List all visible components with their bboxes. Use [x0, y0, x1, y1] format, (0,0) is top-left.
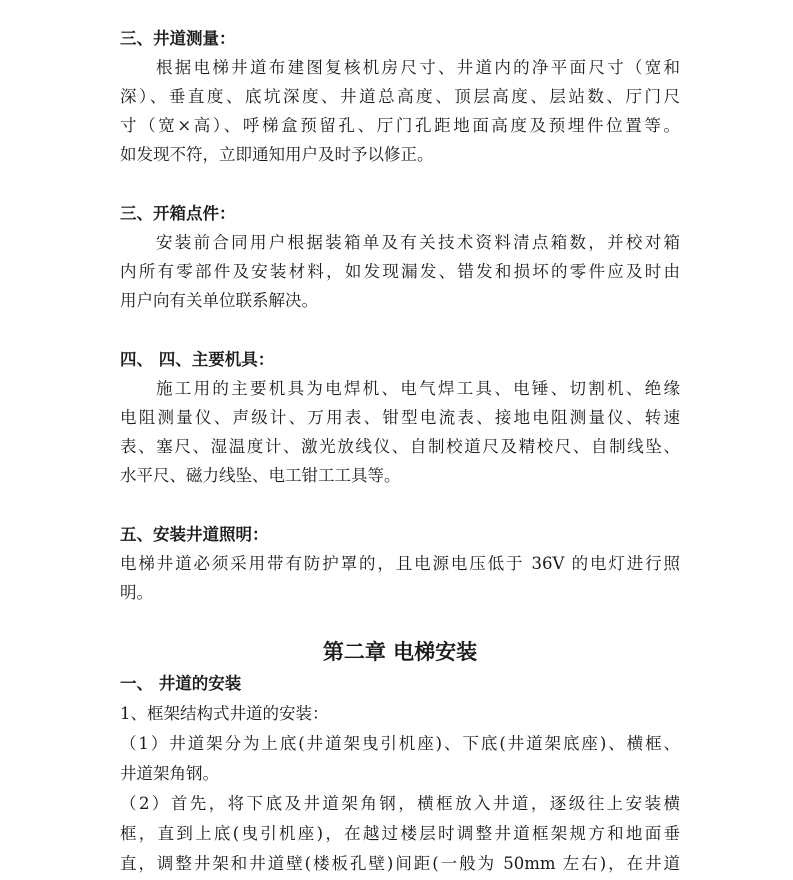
paragraph-line: 寸（宽×高）、呼梯盒预留孔、厅门孔距地面高度及预埋件位置等。	[120, 116, 680, 135]
paragraph-line: 明。	[120, 583, 153, 602]
section-heading-shaft-lighting: 五、安装井道照明：	[120, 525, 269, 544]
paragraph-line: 根据电梯井道布建图复核机房尺寸、井道内的净平面尺寸（宽和	[156, 58, 680, 77]
paragraph-line: 安装前合同用户根据装箱单及有关技术资料清点箱数，并校对箱	[156, 233, 680, 252]
chapter-title: 第二章 电梯安装	[322, 639, 478, 664]
section-heading-unpacking: 三、开箱点件：	[120, 204, 236, 223]
paragraph-line: 表、塞尺、湿温度计、激光放线仪、自制校道尺及精校尺、自制线坠、	[120, 437, 680, 456]
paragraph-line: 如发现不符，立即通知用户及时予以修正。	[120, 145, 434, 164]
chapter-subheading: 一、 井道的安装	[120, 674, 242, 693]
section-heading-shaft-measurement: 三、井道测量：	[120, 29, 236, 48]
paragraph-line: （2）首先，将下底及井道架角钢，横框放入井道，逐级往上安装横	[120, 794, 680, 813]
paragraph-line: 井道架角钢。	[120, 764, 219, 783]
paragraph-line: （1）井道架分为上底(井道架曳引机座)、下底(井道架底座)、横框、	[120, 734, 680, 753]
paragraph-line: 电梯井道必须采用带有防护罩的，且电源电压低于 36V 的电灯进行照	[120, 554, 680, 573]
paragraph-line: 用户向有关单位联系解决。	[120, 291, 318, 310]
paragraph-line: 直，调整井架和井道壁(楼板孔壁)间距(一般为 50mm 左右)，在井道	[120, 854, 680, 873]
paragraph-line: 内所有零部件及安装材料，如发现漏发、错发和损坏的零件应及时由	[120, 262, 680, 281]
section-heading-main-tools: 四、 四、主要机具：	[120, 350, 275, 369]
paragraph-line: 电阻测量仪、声级计、万用表、钳型电流表、接地电阻测量仪、转速	[120, 408, 680, 427]
paragraph-line: 施工用的主要机具为电焊机、电气焊工具、电锤、切割机、绝缘	[156, 379, 680, 398]
paragraph-line: 深）、垂直度、底坑深度、井道总高度、顶层高度、层站数、厅门尺	[120, 87, 680, 106]
paragraph-line: 1、框架结构式井道的安装：	[120, 704, 329, 723]
paragraph-line: 框，直到上底(曳引机座)，在越过楼层时调整井道框架规方和地面垂	[120, 824, 680, 843]
paragraph-line: 水平尺、磁力线坠、电工钳工工具等。	[120, 466, 401, 485]
